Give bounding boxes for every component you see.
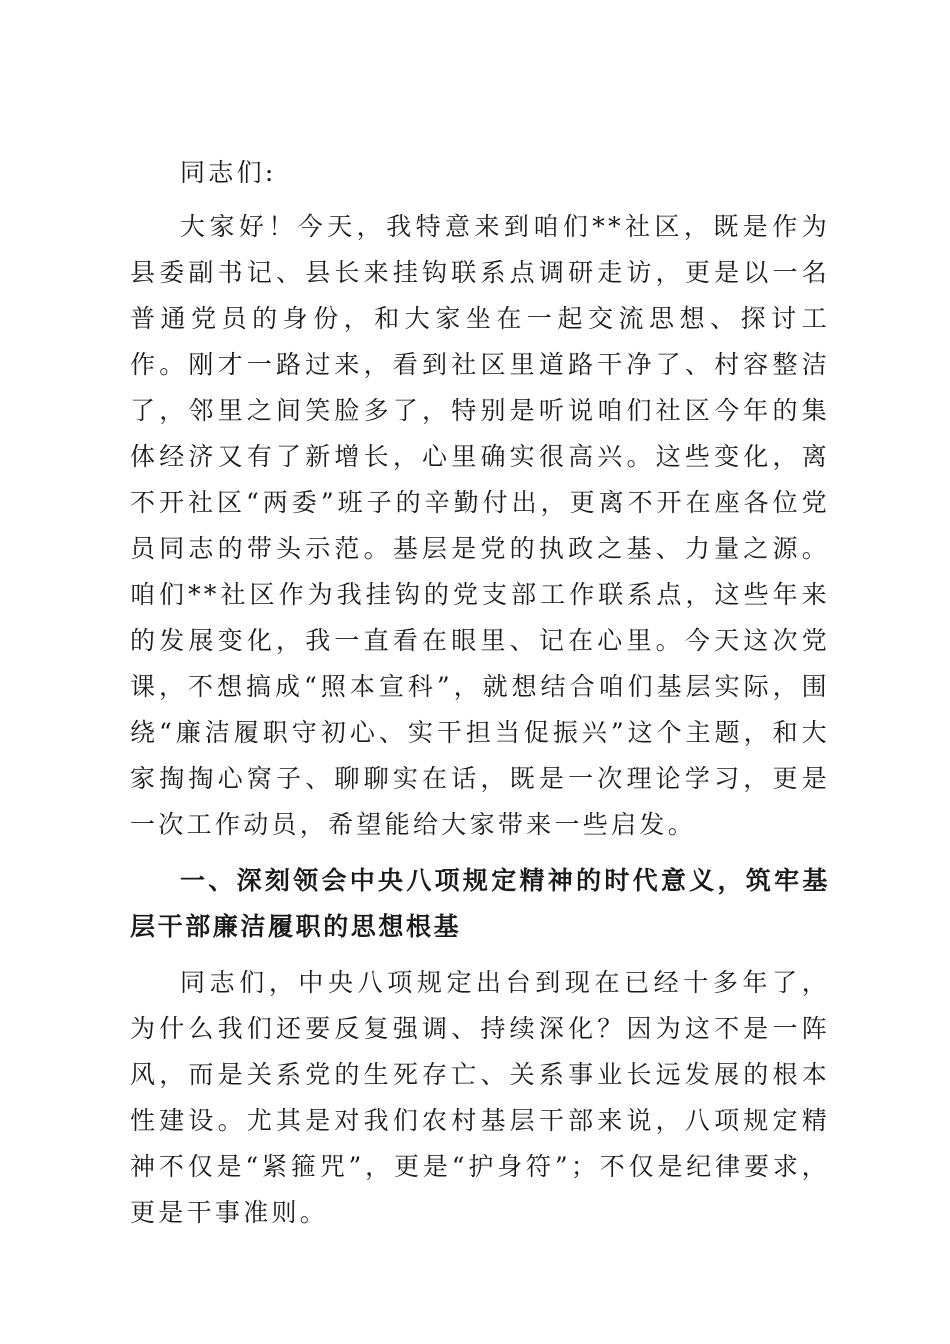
document-body [130, 150, 830, 1236]
intro-paragraph: 大家好！今天，我特意来到咱们**社区，既是作为县委副书记、县长来挂钩联系点调研走访，更是以一名普通党员的身份，和大家坐在一起交流思想、探讨工作。刚才一路过来，看到社区里道路干净了、村容整洁了，邻里之间笑脸多了，特别是听说咱们社区今年的集体经济又有了新增长，心里确实很高兴。这些变化，离不开社区“两委”班子的辛勤付出，更离不开在座各位党员同志的带头示范。基层是党的执政之基、力量之源。咱们**社区作为我挂钩的党支部工作联系点，这些年来的发展变化，我一直看在眼里、记在心里。今天这次党课，不想搞成“照本宣科”，就想结合咱们基层实际，围绕“廉洁履职守初心、实干担当促振兴”这个主题，和大家掏掏心窝子、聊聊实在话，既是一次理论学习，更是一次工作动员，希望能给大家带来一些启发。 [130, 212, 830, 839]
section-heading: 一、深刻领会中央八项规定精神的时代意义，筑牢基层干部廉洁履职的思想根基 [130, 866, 830, 941]
salutation: 同志们: [180, 158, 277, 187]
section-paragraph: 同志们，中央八项规定出台到现在已经十多年了，为什么我们还要反复强调、持续深化？因为这不是一阵风，而是关系党的生死存亡、关系事业长远发展的根本性建设。尤其是对我们农村基层干部来说，八项规定精神不仅是“紧箍咒”，更是“护身符”；不仅是纪律要求，更是干事准则。 [130, 968, 830, 1227]
